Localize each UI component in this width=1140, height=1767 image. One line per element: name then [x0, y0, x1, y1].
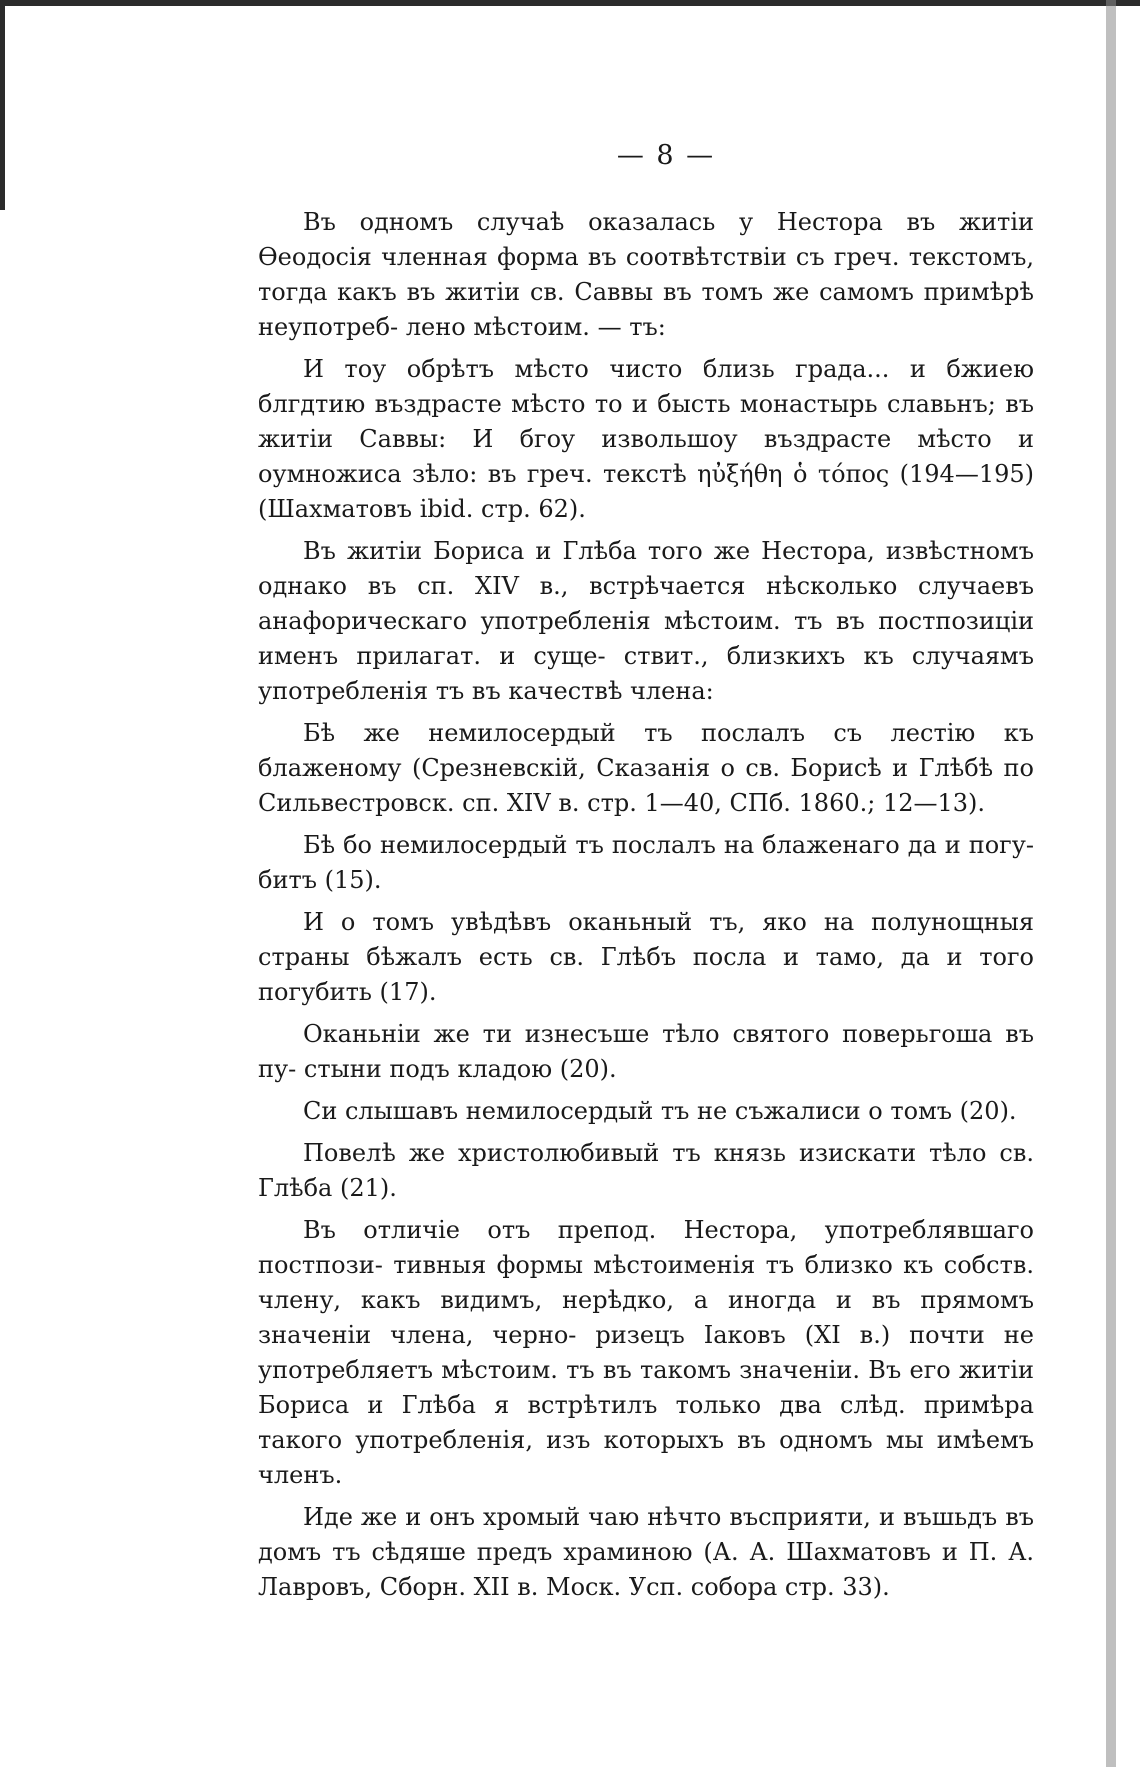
text-line: Лавровъ, Сборн. XII в. Моск. Усп. собора стр. 33).	[258, 1573, 890, 1601]
text-line: битъ (15).	[258, 866, 382, 894]
text-line: (Срезневскій, Сказанія о св. Борисѣ и Глѣбѣ по Сильвестровск.	[258, 754, 1034, 817]
text-line: въ сп. XIV в., встрѣчается нѣсколько случаевъ анафорическаго	[258, 572, 1034, 635]
text-line: Си слышавъ немилосердый тъ не съжалиси о томъ (20).	[303, 1097, 1017, 1125]
page-top-edge	[0, 0, 1140, 6]
text-line: И тоу обрѣтъ мѣсто чисто близь града... и бжиею блгдтию	[258, 355, 1034, 418]
quote-paragraph-5	[258, 1017, 1034, 1087]
text-line: бѣжалъ есть св. Глѣбъ посла и тамо, да и того погубить (17).	[258, 943, 1034, 1006]
page-left-edge	[0, 0, 5, 210]
text-line: членная форма въ соотвѣтствіи съ греч. текстомъ, тогда какъ	[258, 243, 1034, 306]
text-line: такомъ значеніи. Въ его житіи Бориса и Глѣба я встрѣтилъ	[258, 1356, 1035, 1419]
quote-paragraph-8	[258, 1500, 1034, 1605]
text-line: видимъ, нерѣдко, а иногда и въ прямомъ значеніи члена, черно-	[258, 1286, 1034, 1349]
text-line: И бгоу извольшоу въздрасте мѣсто и оумножиса зѣло: въ греч.	[258, 425, 1034, 488]
quote-paragraph-4	[258, 905, 1034, 1010]
text-line: Въ отличіе отъ препод. Нестора, употреблявшаго постпози-	[258, 1216, 1034, 1279]
text-line: въ житіи св. Саввы въ томъ же самомъ примѣрѣ неупотреб-	[258, 278, 1035, 341]
text-line: текстѣ ηὐξήθη ὁ τόπος (194—195) (Шахматовъ ibid. стр. 62).	[258, 460, 1034, 523]
text-line: домъ тъ сѣдяше предъ храминою (А. А. Шахматовъ и П. А.	[258, 1538, 1034, 1566]
paragraph-1	[258, 205, 1034, 345]
text-line: сп. XIV в. стр. 1—40, СПб. 1860.; 12—13).	[462, 789, 986, 817]
paragraph-2	[258, 534, 1034, 709]
document-page	[258, 140, 1034, 1605]
text-line: въздрасте мѣсто то и бысть монастырь славьнъ; въ житіи Саввы:	[258, 390, 1034, 453]
text-line: стыни подъ кладою (20).	[303, 1055, 617, 1083]
quote-paragraph-7	[258, 1136, 1034, 1206]
quote-paragraph-6	[258, 1094, 1034, 1129]
text-line: Иде же и онъ хромый чаю нѣчто въсприяти, и въшьдъ въ	[303, 1503, 1034, 1531]
quote-paragraph-1	[258, 352, 1034, 527]
quote-paragraph-2	[258, 716, 1034, 821]
text-line: употребленія мѣстоим. тъ въ постпозиціи именъ прилагат. и суще-	[258, 607, 1034, 670]
text-line: Въ одномъ случаѣ оказалась у Нестора въ житіи Ѳеодосія	[258, 208, 1034, 271]
page-right-edge	[1106, 0, 1116, 1767]
text-line: Повелѣ же христолюбивый тъ князь изискати тѣло св.	[303, 1139, 1034, 1167]
text-line: ствит., близкихъ къ случаямъ употребленія тъ въ качествѣ члена:	[258, 642, 1034, 705]
text-line: Бѣ же немилосердый тъ послалъ съ лестію къ блаженому	[258, 719, 1034, 782]
text-line: Глѣба (21).	[258, 1174, 397, 1202]
text-line: только два слѣд. примѣра такого употребленія, изъ которыхъ въ	[258, 1391, 1034, 1454]
text-line: тивныя формы мѣстоименія тъ близко къ собств. члену, какъ	[258, 1251, 1034, 1314]
text-line: Въ житіи Бориса и Глѣба того же Нестора, извѣстномъ однако	[258, 537, 1034, 600]
text-line: лено мѣстоим. — тъ:	[405, 313, 666, 341]
text-line: ризецъ Іаковъ (XI в.) почти не употребляетъ мѣстоим. тъ въ	[258, 1321, 1034, 1384]
text-line: одномъ мы имѣемъ членъ.	[258, 1426, 1035, 1489]
quote-paragraph-3	[258, 828, 1034, 898]
text-line: И о томъ увѣдѣвъ оканьный тъ, яко на полунощныя страны	[258, 908, 1034, 971]
text-line: Бѣ бо немилосердый тъ послалъ на блаженаго да и погу-	[303, 831, 1034, 859]
text-line: Оканьніи же ти изнесъше тѣло святого поверьгоша въ пу-	[258, 1020, 1034, 1083]
page-number: — 8 —	[616, 140, 716, 171]
paragraph-3	[258, 1213, 1034, 1493]
